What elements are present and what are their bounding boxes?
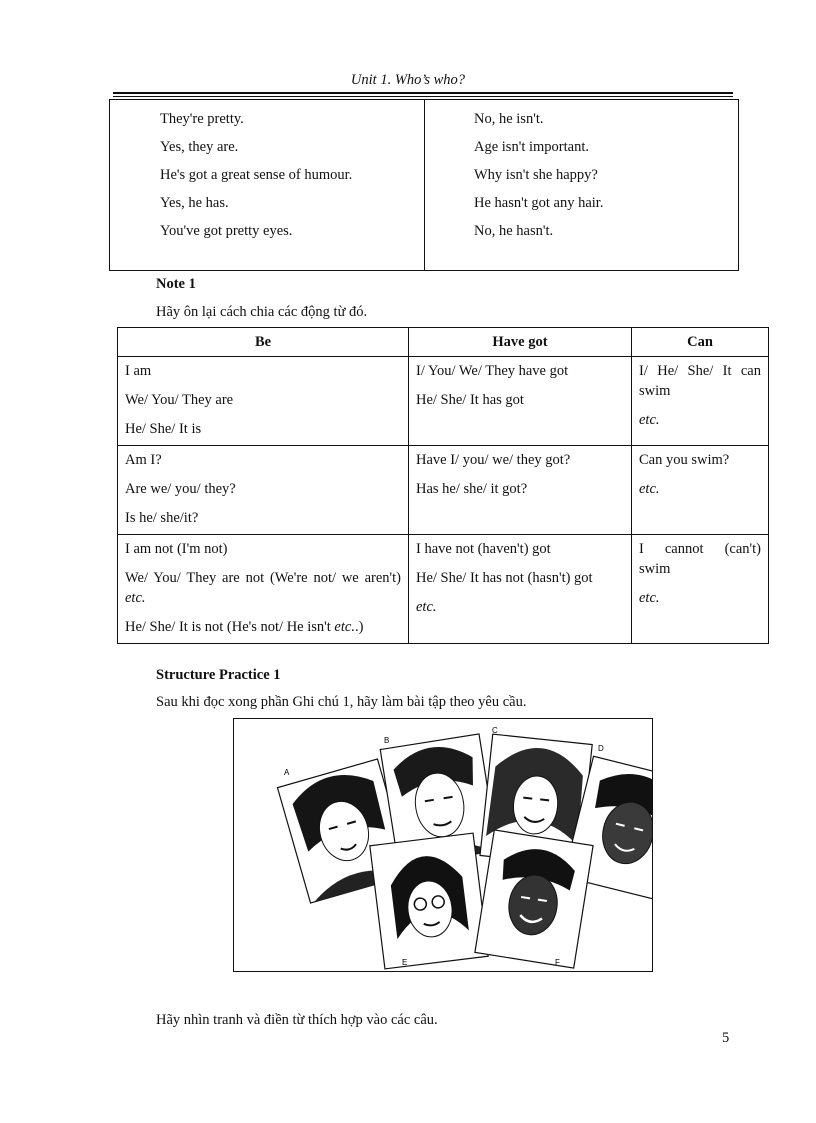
figure-label: F <box>555 958 560 967</box>
cell-be <box>118 446 409 535</box>
cell-can <box>632 535 769 644</box>
cell-line-etc <box>416 597 624 617</box>
cell-text: .) <box>354 619 364 635</box>
table-row <box>118 535 769 644</box>
verb-table <box>117 327 769 644</box>
etc-text: etc. <box>125 590 146 606</box>
page-number: 5 <box>722 1030 730 1046</box>
dialog-right-column <box>474 105 603 245</box>
portraits-illustration <box>234 719 652 971</box>
dialog-line: No, he hasn't. <box>474 223 554 239</box>
cell-text: He/ She/ It is not (He's not/ He isn't <box>125 619 331 635</box>
etc-text: etc. <box>334 619 355 635</box>
cell-line: I/ You/ We/ They have got <box>416 363 569 379</box>
cell-line: He/ She/ It has not (hasn't) got <box>416 570 593 586</box>
figure-label: D <box>598 744 604 753</box>
figure-label: B <box>384 736 390 745</box>
cell-have-got <box>409 535 632 644</box>
cell-text: We/ You/ They are not (We're not/ we aren't) <box>125 570 401 586</box>
cell-line-etc <box>639 479 761 499</box>
cell-line-etc <box>639 410 761 430</box>
figure-label: C <box>492 726 498 735</box>
table-header-row <box>118 328 769 357</box>
portrait-e <box>370 833 488 969</box>
cell-have-got <box>409 357 632 446</box>
cell-be <box>118 357 409 446</box>
cell-line: I cannot (can't) swim <box>639 541 761 577</box>
dialog-line: He hasn't got any hair. <box>474 195 604 211</box>
dialog-line: Age isn't important. <box>474 139 589 155</box>
cell-line: We/ You/ They are <box>125 392 234 408</box>
cell-line <box>125 617 401 637</box>
header-can: Can <box>632 328 769 357</box>
dialog-line: No, he isn't. <box>474 111 544 127</box>
portrait-f <box>475 830 593 968</box>
cell-line: Has he/ she/ it got? <box>416 481 528 497</box>
etc-text: etc. <box>639 590 660 606</box>
cell-line: Have I/ you/ we/ they got? <box>416 452 571 468</box>
header-rule-thin <box>113 96 733 97</box>
header-have-got: Have got <box>409 328 632 357</box>
figure-label: A <box>284 768 290 777</box>
structure-practice-title: Structure Practice 1 <box>156 667 281 683</box>
table-row <box>118 357 769 446</box>
instruction-text: Hãy nhìn tranh và điền từ thích hợp vào các câu. <box>156 1012 438 1028</box>
cell-line: He/ She/ It is <box>125 421 202 437</box>
note-text: Hãy ôn lại cách chia các động từ đó. <box>156 304 368 320</box>
etc-text: etc. <box>639 481 660 497</box>
dialog-divider <box>424 99 425 270</box>
cell-line: I am <box>125 363 152 379</box>
dialog-line: Yes, he has. <box>160 195 229 211</box>
cell-line: I/ He/ She/ It can swim <box>639 363 761 399</box>
cell-line-etc <box>639 588 761 608</box>
cell-line: I have not (haven't) got <box>416 541 551 557</box>
dialog-left-column <box>160 105 352 245</box>
cell-line: I am not (I'm not) <box>125 541 228 557</box>
header-rule <box>113 92 733 94</box>
cell-be <box>118 535 409 644</box>
dialog-line: Why isn't she happy? <box>474 167 598 183</box>
cell-have-got <box>409 446 632 535</box>
cell-line: Am I? <box>125 452 162 468</box>
header-be: Be <box>118 328 409 357</box>
etc-text: etc. <box>639 412 660 428</box>
cell-line: Are we/ you/ they? <box>125 481 236 497</box>
cell-line <box>125 568 401 608</box>
cell-line: Is he/ she/it? <box>125 510 199 526</box>
figure-label: E <box>402 958 408 967</box>
structure-practice-text: Sau khi đọc xong phần Ghi chú 1, hãy làm bài tập theo yêu cầu. <box>156 694 527 710</box>
cell-line: Can you swim? <box>639 452 730 468</box>
dialog-line: Yes, they are. <box>160 139 239 155</box>
cell-line: He/ She/ It has got <box>416 392 524 408</box>
cell-can <box>632 446 769 535</box>
note-title: Note 1 <box>156 276 196 292</box>
dialog-line: He's got a great sense of humour. <box>160 167 353 183</box>
page-header-title: Unit 1. Who’s who? <box>350 72 466 88</box>
cell-can <box>632 357 769 446</box>
etc-text: etc. <box>416 599 437 615</box>
table-row <box>118 446 769 535</box>
portraits-figure <box>233 718 653 972</box>
dialog-line: You've got pretty eyes. <box>160 223 293 239</box>
dialog-line: They're pretty. <box>160 111 244 127</box>
